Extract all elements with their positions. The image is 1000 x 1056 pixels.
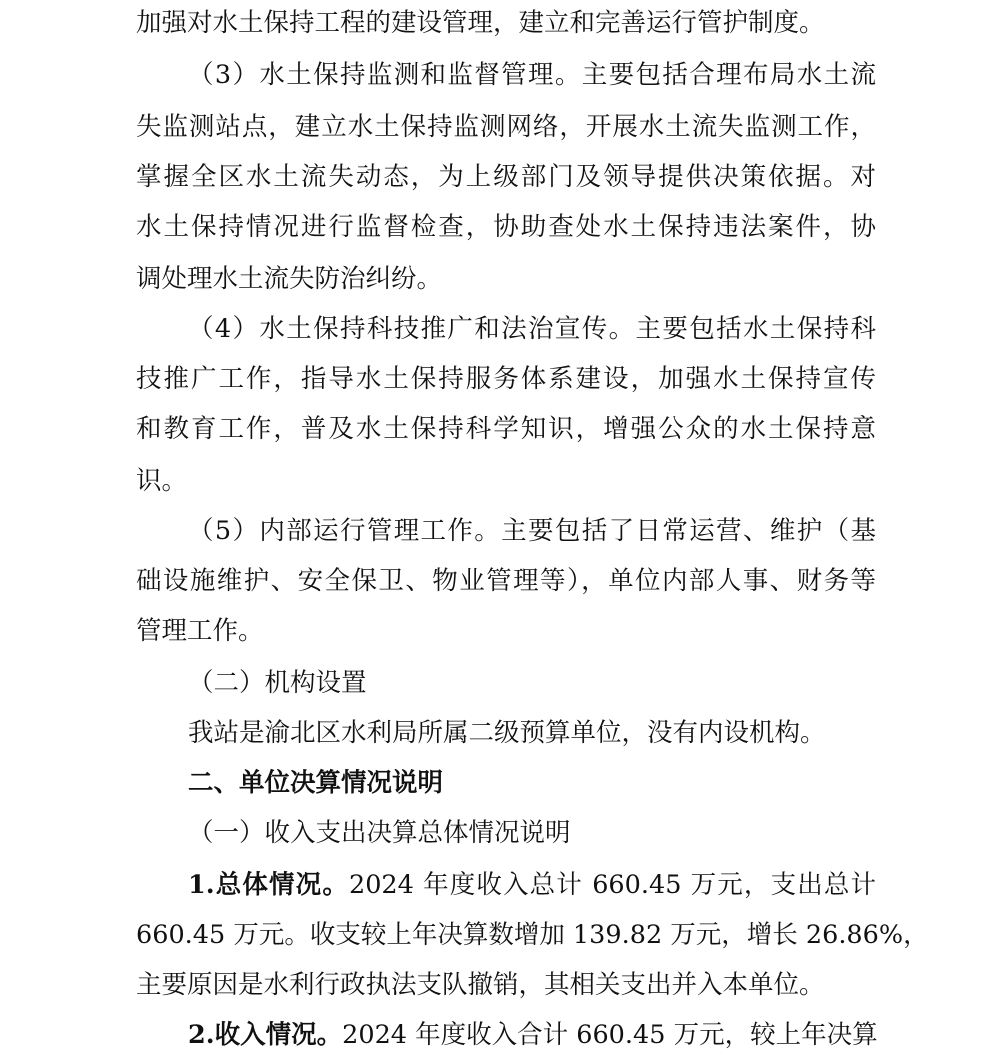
paragraph-line: 识。 [136, 466, 188, 496]
income-label: 2.收入情况。 [188, 1020, 343, 1050]
paragraph-line: （5）内部运行管理工作。主要包括了日常运营、维护（基 [188, 516, 876, 546]
paragraph-line: 我站是渝北区水利局所属二级预算单位，没有内设机构。 [188, 718, 826, 748]
paragraph-line: 主要原因是水利行政执法支队撤销，其相关支出并入本单位。 [136, 970, 825, 1000]
paragraph-line: 加强对水土保持工程的建设管理，建立和完善运行管护制度。 [136, 8, 825, 38]
paragraph-line: （3）水土保持监测和监督管理。主要包括合理布局水土流 [188, 60, 876, 90]
paragraph-line [188, 870, 876, 900]
paragraph-line: 础设施维护、安全保卫、物业管理等），单位内部人事、财务等 [136, 566, 876, 596]
paragraph-line: 和教育工作，普及水土保持科学知识，增强公众的水土保持意 [136, 414, 876, 444]
paragraph-line: 失监测站点，建立水土保持监测网络，开展水土流失监测工作， [136, 112, 876, 142]
paragraph-line: 技推广工作，指导水土保持服务体系建设，加强水土保持宣传 [136, 364, 876, 394]
paragraph-line: （4）水土保持科技推广和法治宣传。主要包括水土保持科 [188, 314, 876, 344]
subsection-heading: （一）收入支出决算总体情况说明 [188, 818, 571, 848]
paragraph-line: 掌握全区水土流失动态，为上级部门及领导提供决策依据。对 [136, 162, 876, 192]
subsection-heading: （二）机构设置 [188, 668, 367, 698]
overall-label: 1.总体情况。 [188, 870, 349, 900]
paragraph-line: 660.45 万元。收支较上年决算数增加 139.82 万元，增长 26.86%， [136, 920, 929, 950]
income-text: 2024 年度收入合计 660.45 万元，较上年决算 [342, 1020, 878, 1050]
paragraph-line: 管理工作。 [136, 616, 264, 646]
overall-text: 2024 年度收入总计 660.45 万元，支出总计 [348, 870, 876, 900]
section-heading: 二、单位决算情况说明 [188, 768, 444, 798]
paragraph-line: 水土保持情况进行监督检查，协助查处水土保持违法案件，协 [136, 212, 876, 242]
paragraph-line: 调处理水土流失防治纠纷。 [136, 264, 443, 294]
paragraph-line [188, 1020, 876, 1050]
